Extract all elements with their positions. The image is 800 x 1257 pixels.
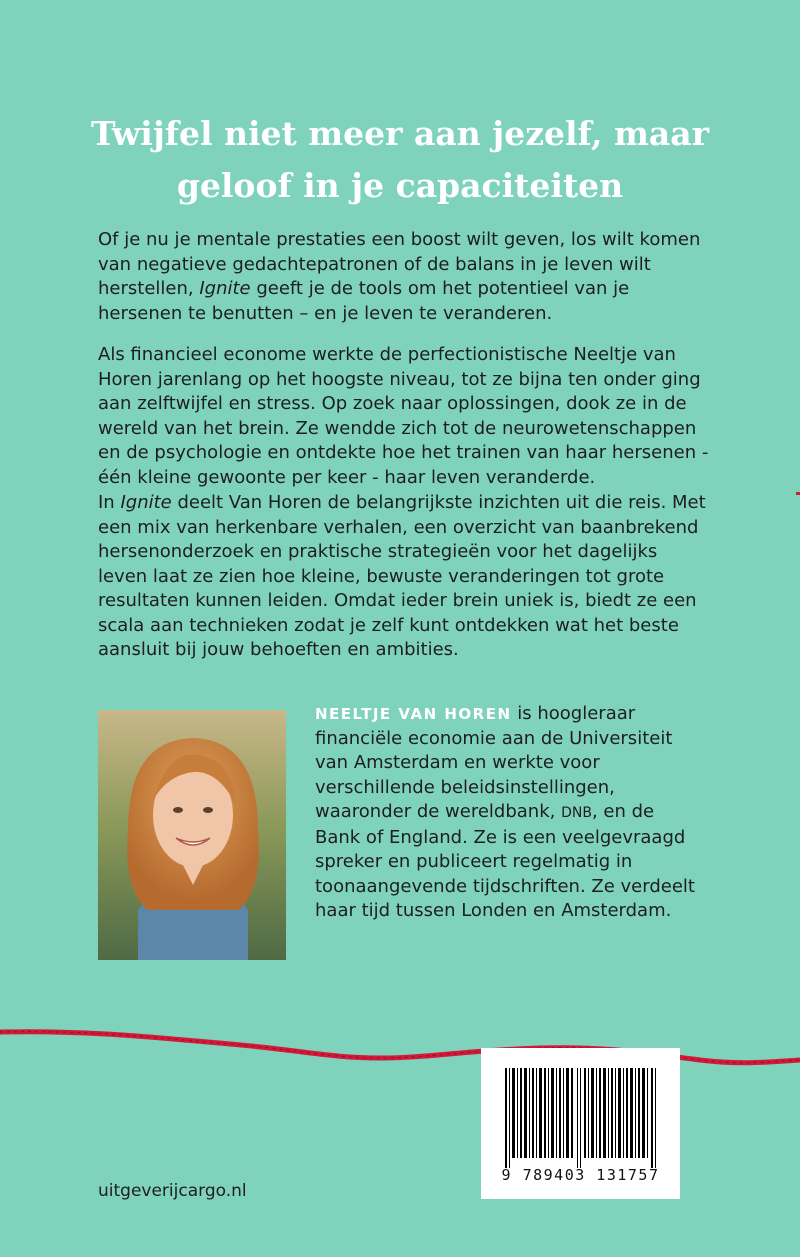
author-name: NEELTJE VAN HOREN bbox=[315, 705, 512, 723]
headline bbox=[60, 108, 740, 212]
headline-line-2: geloof in je capaciteiten bbox=[176, 166, 624, 205]
intro-text-start: Of je nu je mentale prestaties een boost wilt geven, los wilt komen van negatieve gedachtepatronen of de balans in je leven wilt herstellen, bbox=[98, 229, 701, 299]
story-paragraph: Als financieel econome werkte de perfectionistische Neeltje van Horen jarenlang op het hoogste niveau, tot ze bijna ten onder ging aan zelftwijfel en stress. Op zoek naar oplossingen, dook ze in de wereld van het brein. Ze wendde zich tot de neurowetenschappen en de psychologie en ontdekte hoe het trainen van haar hersenen - één kleine gewoonte per keer - haar leven veranderde. bbox=[98, 344, 709, 488]
red-rope-graphic bbox=[0, 1010, 800, 1090]
author-bio-text-2: , en de Bank of England. Ze is een veelgevraagd spreker en publiceert regelmatig in toonaangevende tijdschriften. Ze verdeelt haar tijd tussen Londen en Amsterdam. bbox=[315, 801, 695, 921]
publisher-website[interactable]: uitgeverijcargo.nl bbox=[98, 1181, 247, 1201]
summary-text-end: deelt Van Horen de belangrijkste inzichten uit die reis. Met een mix van herkenbare verhalen, een overzicht van baanbrekend hersenonderzoek en praktische strategieën voor het dagelijks leven laat ze zien hoe kleine, bewuste veranderingen tot grote resultaten kunnen leiden. Omdat ieder brein uniek is, biedt ze een scala aan technieken zodat je zelf kunt ontdekken wat het beste aansluit bij jouw behoeften en ambities. bbox=[98, 492, 706, 660]
author-bio-text-1: is hoogleraar financiële economie aan de Universiteit van Amsterdam en werkte voor verschillende beleidsinstellingen, waaronder de wereldbank, bbox=[315, 703, 673, 822]
headline-line-1: Twijfel niet meer aan jezelf, maar bbox=[90, 114, 710, 153]
intro-text-end: geeft je de tools om het potentieel van je hersenen te benutten – en je leven te veranderen. bbox=[98, 278, 630, 324]
intro-paragraph bbox=[98, 228, 710, 326]
summary-text-start: In bbox=[98, 492, 121, 513]
edge-mark bbox=[796, 492, 800, 495]
isbn-number: 9 789403 131757 bbox=[501, 1166, 660, 1184]
book-title-italic: Ignite bbox=[199, 278, 251, 299]
barcode-bars bbox=[481, 1048, 680, 1168]
barcode bbox=[481, 1048, 680, 1199]
author-bio bbox=[315, 702, 705, 924]
author-bio-abbrev: DNB bbox=[561, 805, 592, 821]
author-portrait-icon bbox=[98, 710, 286, 960]
author-photo bbox=[98, 710, 286, 960]
summary-paragraph bbox=[98, 491, 710, 663]
book-title-italic-2: Ignite bbox=[120, 492, 172, 513]
